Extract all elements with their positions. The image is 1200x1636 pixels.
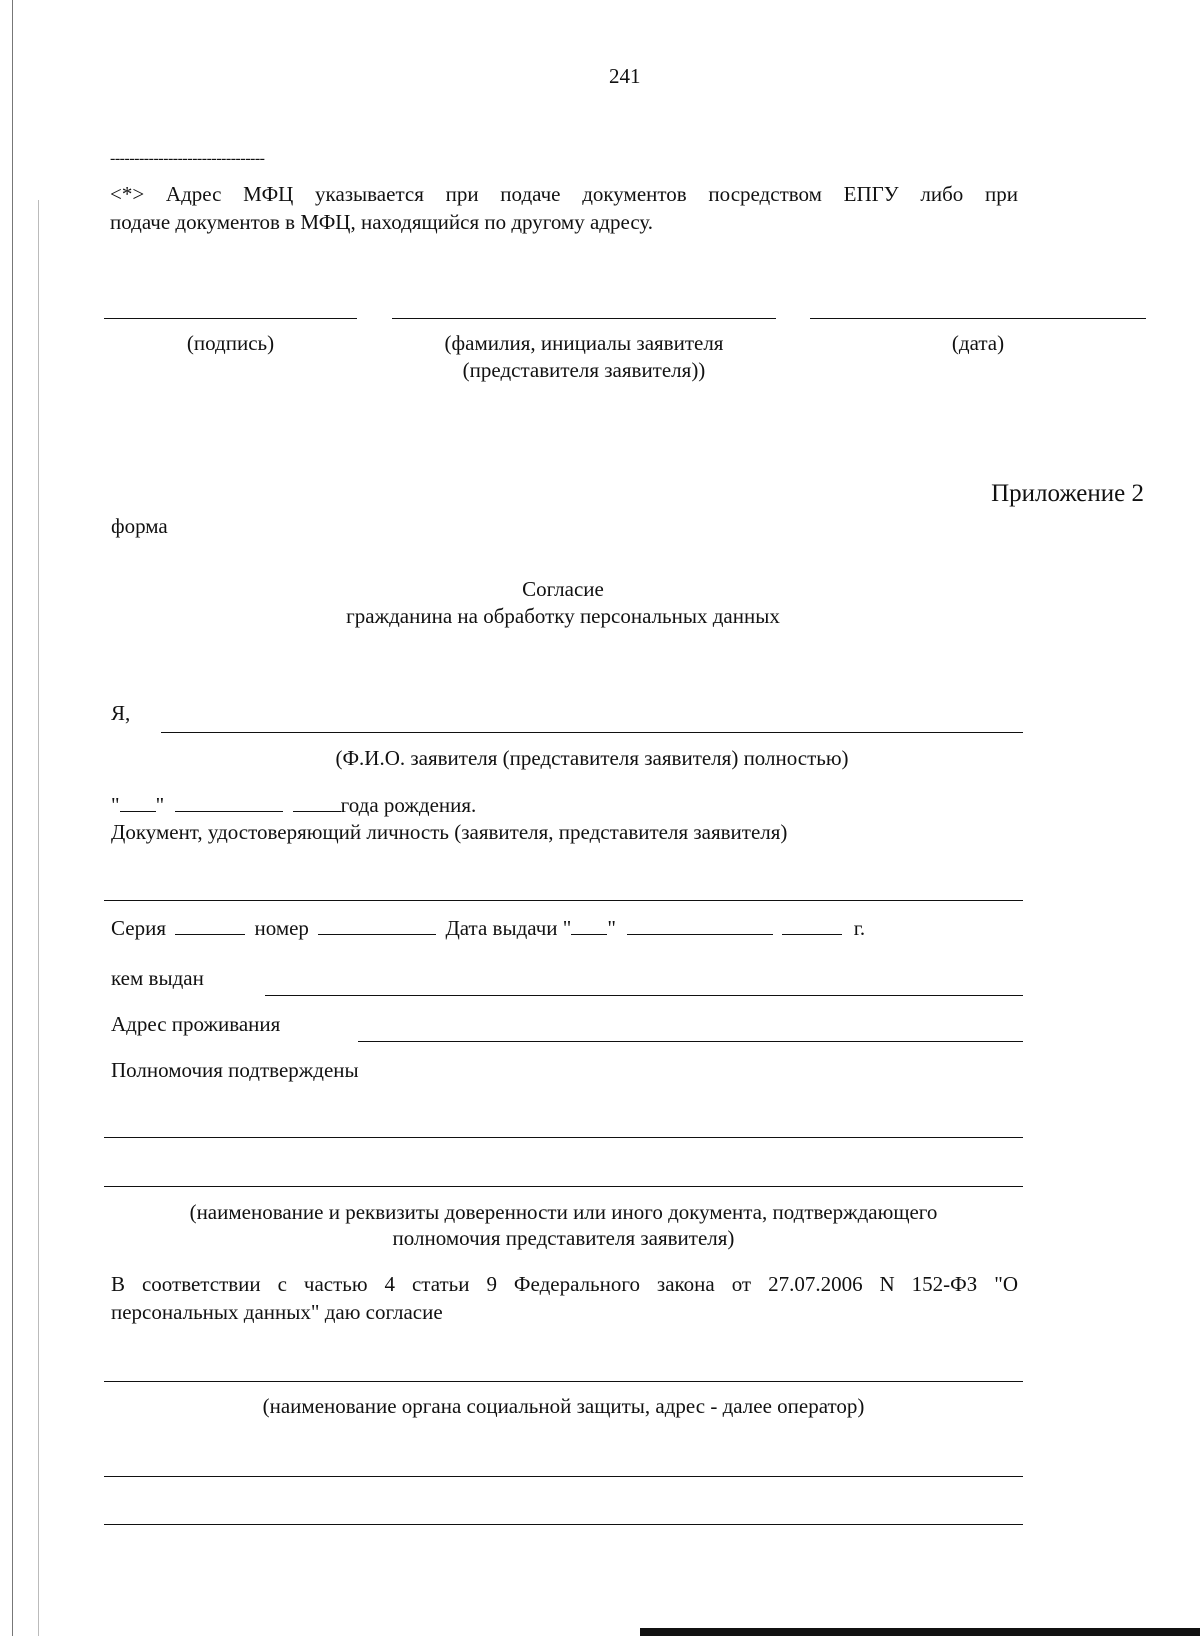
- scan-edge-left-inner: [38, 200, 39, 1636]
- number-label: номер: [254, 916, 309, 940]
- authority-line-1[interactable]: [104, 1137, 1023, 1138]
- law-line-2: персональных данных" даю согласие: [111, 1300, 443, 1324]
- law-line-1: В соответствии с частью 4 статьи 9 Федерального закона от 27.07.2006 N 152-ФЗ "О: [111, 1272, 1018, 1296]
- address-label: Адрес проживания: [111, 1012, 281, 1036]
- birth-quote-close: ": [155, 793, 165, 817]
- footnote-line-2: подаче документов в МФЦ, находящийся по другому адресу.: [110, 210, 654, 234]
- signature-caption: (подпись): [186, 331, 275, 355]
- authority-caption-line-2: полномочия представителя заявителя): [392, 1226, 735, 1250]
- authority-label: Полномочия подтверждены: [111, 1058, 359, 1082]
- i-label: Я,: [111, 701, 131, 725]
- series-label: Серия: [111, 916, 166, 940]
- scan-edge-left: [12, 0, 13, 1636]
- consent-title-line-2: гражданина на обработку персональных данных: [346, 604, 780, 628]
- birth-date-row: [111, 793, 476, 818]
- birth-year-field[interactable]: [293, 793, 341, 812]
- birth-day-field[interactable]: [120, 793, 156, 812]
- name-caption-line-1: (фамилия, инициалы заявителя: [444, 331, 724, 355]
- date-line[interactable]: [810, 318, 1146, 319]
- operator-line-1[interactable]: [104, 1381, 1023, 1382]
- footnote-separator: --------------------------------: [110, 150, 265, 167]
- authority-caption-line-1: (наименование и реквизиты доверенности или иного документа, подтверждающего: [189, 1200, 938, 1224]
- birth-month-field[interactable]: [175, 793, 283, 812]
- birth-suffix: года рождения.: [340, 793, 477, 817]
- issue-quote-close: ": [607, 916, 616, 940]
- series-field[interactable]: [175, 916, 245, 935]
- year-suffix: г.: [853, 916, 866, 940]
- signature-line[interactable]: [104, 318, 357, 319]
- form-label: форма: [111, 514, 168, 538]
- fio-line[interactable]: [161, 732, 1023, 733]
- date-caption: (дата): [951, 331, 1005, 355]
- appendix-title: Приложение 2: [991, 480, 1144, 507]
- issue-date-label: Дата выдачи ": [445, 916, 572, 940]
- document-line[interactable]: [104, 900, 1023, 901]
- operator-line-3[interactable]: [104, 1524, 1023, 1525]
- scan-edge-bottom: [640, 1628, 1200, 1636]
- issued-by-line[interactable]: [265, 995, 1023, 996]
- footnote-line-1: <*> Адрес МФЦ указывается при подаче документов посредством ЕПГУ либо при: [110, 182, 1018, 206]
- operator-line-2[interactable]: [104, 1476, 1023, 1477]
- page-number: 241: [609, 64, 641, 88]
- name-line[interactable]: [392, 318, 776, 319]
- birth-quote-open: ": [111, 793, 120, 817]
- operator-caption: (наименование органа социальной защиты, адрес - далее оператор): [262, 1394, 865, 1418]
- issue-month-field[interactable]: [627, 916, 773, 935]
- address-line[interactable]: [358, 1041, 1023, 1042]
- document-label: Документ, удостоверяющий личность (заявителя, представителя заявителя): [111, 820, 788, 844]
- consent-title-line-1: Согласие: [522, 577, 604, 601]
- authority-line-2[interactable]: [104, 1186, 1023, 1187]
- document-details-row: [111, 916, 865, 941]
- name-caption-line-2: (представителя заявителя)): [462, 358, 706, 382]
- number-field[interactable]: [318, 916, 436, 935]
- issue-year-field[interactable]: [782, 916, 842, 935]
- fio-caption: (Ф.И.О. заявителя (представителя заявителя) полностью): [335, 746, 849, 770]
- issued-by-label: кем выдан: [111, 966, 204, 990]
- issue-day-field[interactable]: [571, 916, 607, 935]
